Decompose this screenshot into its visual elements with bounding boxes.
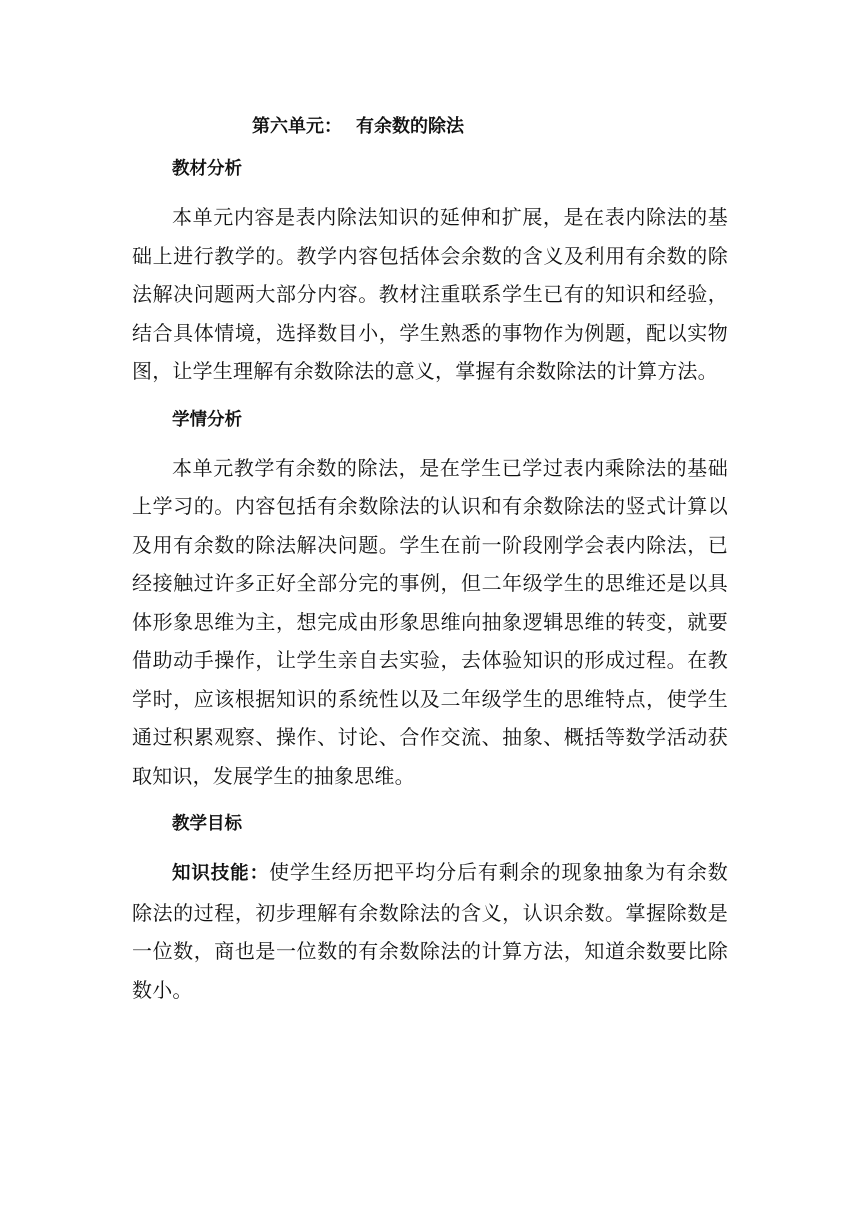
section-paragraph-textbook-analysis: 本单元内容是表内除法知识的延伸和扩展，是在表内除法的基础上进行教学的。教学内容包括体会余数的含义及利用有余数的除法解决问题两大部分内容。教材注重联系学生已有的知识和经验，结合具体情境，选择数目小，学生熟悉的事物作为例题，配以实物图，让学生理解有余数除法的意义，掌握有余数除法的计算方法。 xyxy=(132,205,728,383)
knowledge-skills-text: 使学生经历把平均分后有剩余的现象抽象为有余数除法的过程，初步理解有余数除法的含义，认识余数。掌握除数是一位数，商也是一位数的有余数除法的计算方法，知道余数要比除数小。 xyxy=(132,860,728,1002)
section-heading-student-analysis: 学情分析 xyxy=(172,409,242,430)
section-paragraph-student-analysis: 本单元教学有余数的除法，是在学生已学过表内乘除法的基础上学习的。内容包括有余数除法的认识和有余数除法的竖式计算以及用有余数的除法解决问题。学生在前一阶段刚学会表内除法，已经接触过许多正好全部分完的事例，但二年级学生的思维还是以具体形象思维为主，想完成由形象思维向抽象逻辑思维的转变，就要借助动手操作，让学生亲自去实验，去体验知识的形成过程。在教学时，应该根据知识的系统性以及二年级学生的思维特点，使学生通过积累观察、操作、讨论、合作交流、抽象、概括等数学活动获取知识，发展学生的抽象思维。 xyxy=(132,455,728,788)
document-title xyxy=(132,112,728,142)
title-topic: 有余数的除法 xyxy=(356,116,464,137)
section-heading-textbook-analysis: 教材分析 xyxy=(172,159,242,179)
document-body xyxy=(132,112,728,1023)
knowledge-skills-label: 知识技能： xyxy=(172,863,269,884)
section-paragraph-teaching-goals xyxy=(132,853,728,1009)
title-unit: 第六单元： xyxy=(252,116,342,137)
section-heading-teaching-goals: 教学目标 xyxy=(172,814,242,834)
